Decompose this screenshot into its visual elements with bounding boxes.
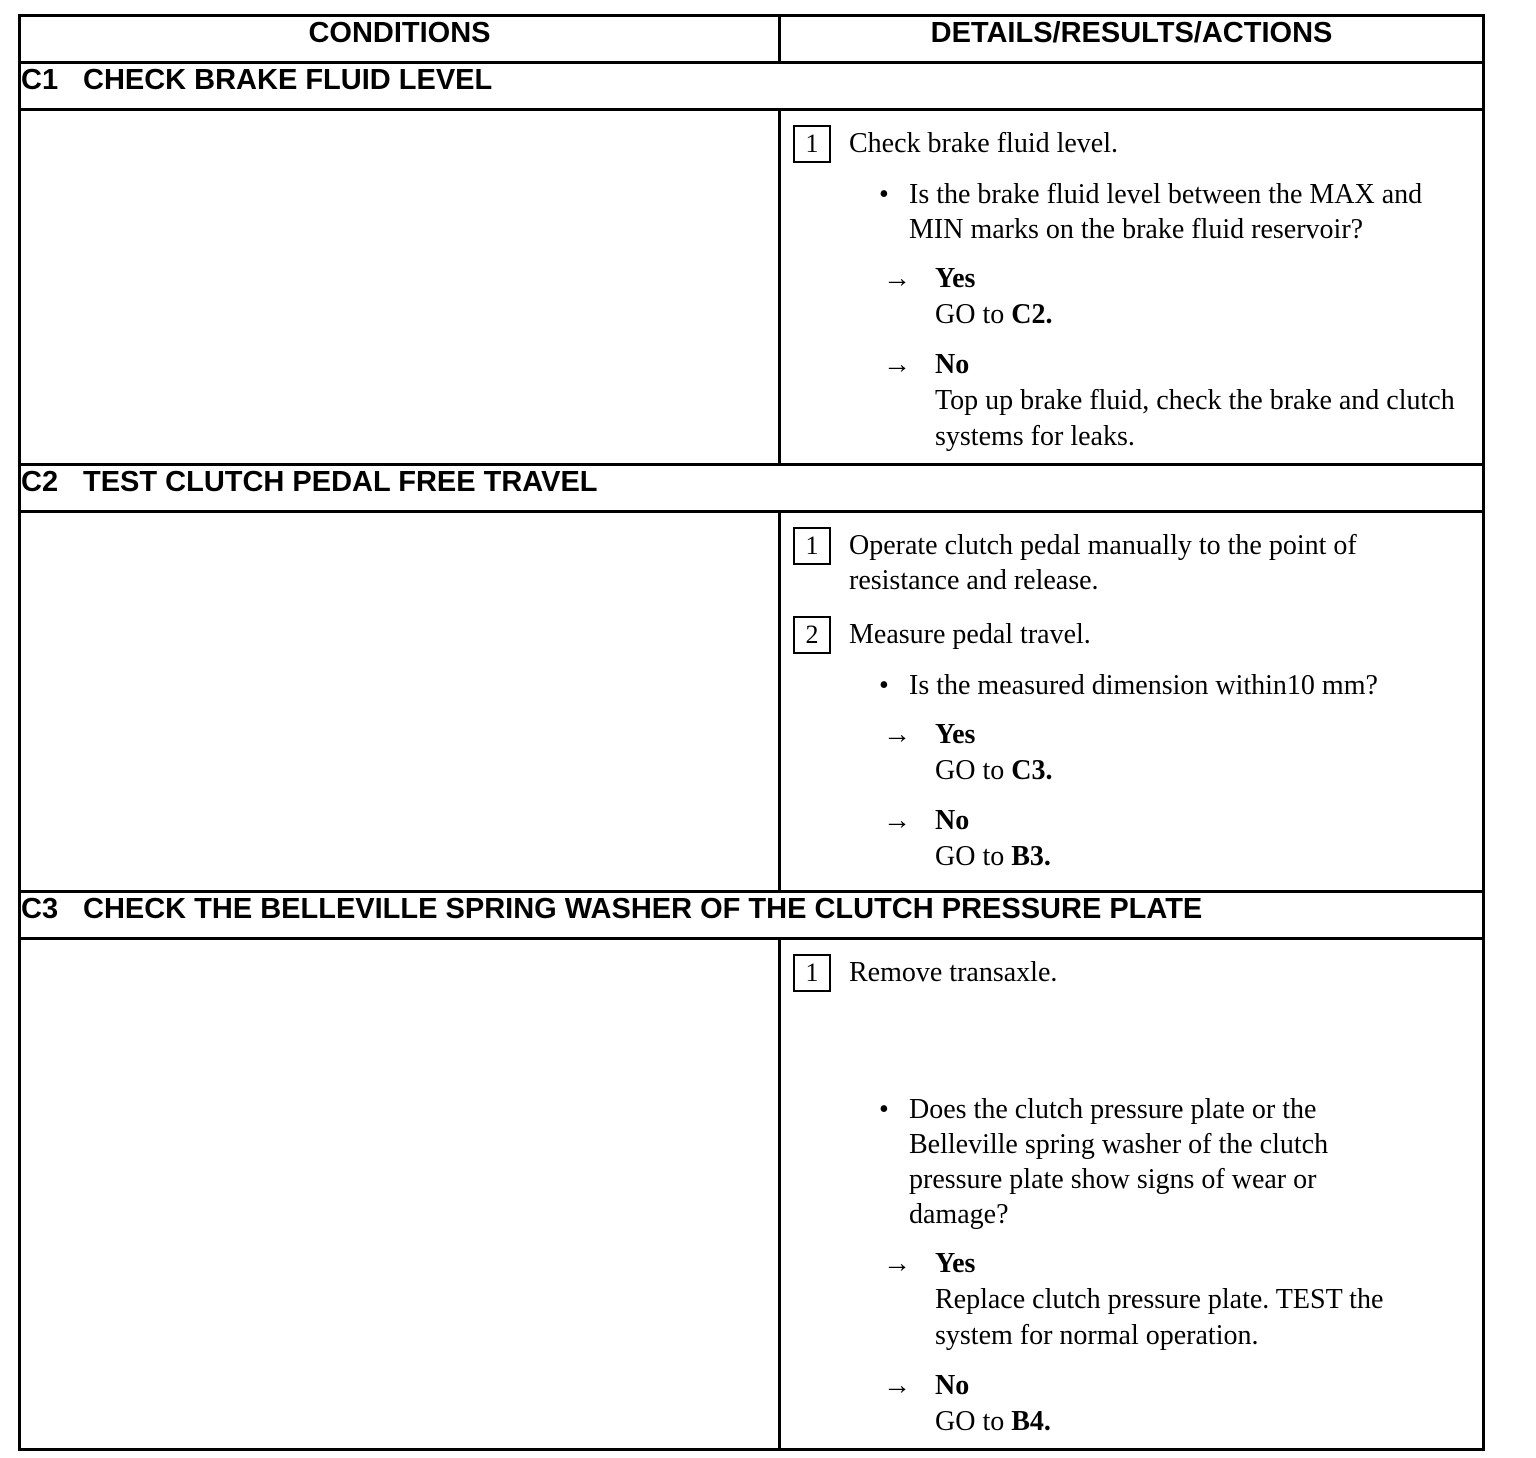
- yes-result: [935, 297, 1052, 333]
- conditions-cell: [20, 512, 780, 892]
- no-label: No: [935, 1370, 970, 1401]
- yes-text: GO to: [935, 299, 1012, 330]
- details-cell: [780, 110, 1484, 465]
- action-item: [793, 527, 1468, 598]
- step-title-text: CHECK THE BELLEVILLE SPRING WASHER OF THE CLUTCH PRESSURE PLATE: [83, 893, 1203, 925]
- step-title-text: TEST CLUTCH PEDAL FREE TRAVEL: [83, 466, 598, 498]
- arrow-right-icon: →: [883, 1370, 911, 1401]
- yes-result: Replace clutch pressure plate. TEST the system for normal operation.: [935, 1284, 1384, 1351]
- step-body-row: [20, 512, 1484, 892]
- answer-yes: [883, 717, 1468, 789]
- action-text: Operate clutch pedal manually to the point of resistance and release.: [849, 530, 1357, 596]
- question: [879, 668, 1468, 703]
- question-text: Does the clutch pressure plate or the Belleville spring washer of the clutch pressure plate show signs of wear or damage?: [909, 1094, 1329, 1230]
- step-body-row: [20, 110, 1484, 465]
- step-code: C3: [21, 893, 59, 925]
- step-title-row: [20, 63, 1484, 110]
- arrow-right-icon: →: [883, 805, 911, 836]
- action-item: [793, 616, 1468, 654]
- step-body-row: [20, 939, 1484, 1450]
- answer-no: [883, 803, 1468, 875]
- step-number-box: 1: [793, 125, 831, 163]
- question-text: Is the brake fluid level between the MAX and MIN marks on the brake fluid reservoir?: [909, 179, 1423, 245]
- blank-space: [793, 992, 1468, 1078]
- step-title-text: CHECK BRAKE FLUID LEVEL: [83, 64, 493, 96]
- action-text: Remove transaxle.: [849, 957, 1058, 988]
- question: [879, 177, 1468, 247]
- goto-target: C2.: [1011, 299, 1053, 330]
- yes-result: [935, 753, 1052, 789]
- details-header: DETAILS/RESULTS/ACTIONS: [780, 16, 1484, 63]
- question-text: Is the measured dimension within10 mm?: [909, 670, 1378, 701]
- arrow-right-icon: →: [883, 719, 911, 750]
- step-title: [20, 892, 1484, 939]
- action-item: [793, 954, 1468, 992]
- no-label: No: [935, 805, 970, 836]
- no-text: GO to: [935, 841, 1012, 872]
- action-text: Check brake fluid level.: [849, 128, 1119, 159]
- details-cell: [780, 512, 1484, 892]
- answer-no: [883, 347, 1468, 455]
- yes-label: Yes: [935, 263, 976, 294]
- step-code: C1: [21, 64, 59, 96]
- no-text: GO to: [935, 1406, 1012, 1437]
- step-number-box: 1: [793, 527, 831, 565]
- action-text: Measure pedal travel.: [849, 619, 1091, 650]
- arrow-right-icon: →: [883, 263, 911, 294]
- answer-yes: [883, 1246, 1468, 1354]
- details-cell: [780, 939, 1484, 1450]
- answer-yes: [883, 261, 1468, 333]
- yes-label: Yes: [935, 1248, 976, 1279]
- question: [879, 1092, 1468, 1232]
- step-title: [20, 465, 1484, 512]
- goto-target: C3.: [1011, 755, 1053, 786]
- action-item: [793, 125, 1468, 163]
- bullet-icon: •: [879, 670, 889, 701]
- bullet-icon: •: [879, 179, 889, 210]
- no-result: [935, 1404, 1051, 1440]
- conditions-cell: [20, 939, 780, 1450]
- procedure-table: [18, 14, 1485, 1451]
- yes-text: GO to: [935, 755, 1012, 786]
- yes-label: Yes: [935, 719, 976, 750]
- arrow-right-icon: →: [883, 349, 911, 380]
- no-label: No: [935, 349, 970, 380]
- step-number-box: 1: [793, 954, 831, 992]
- arrow-right-icon: →: [883, 1248, 911, 1279]
- step-title-row: [20, 892, 1484, 939]
- answer-no: [883, 1368, 1468, 1440]
- header-row: [20, 16, 1484, 63]
- bullet-icon: •: [879, 1094, 889, 1125]
- goto-target: B3.: [1011, 841, 1051, 872]
- step-code: C2: [21, 466, 59, 498]
- step-title: [20, 63, 1484, 110]
- conditions-header: CONDITIONS: [20, 16, 780, 63]
- no-result: Top up brake fluid, check the brake and clutch systems for leaks.: [935, 385, 1455, 452]
- no-result: [935, 839, 1051, 875]
- step-title-row: [20, 465, 1484, 512]
- procedure-document: [18, 14, 1482, 1451]
- conditions-cell: [20, 110, 780, 465]
- goto-target: B4.: [1011, 1406, 1051, 1437]
- step-number-box: 2: [793, 616, 831, 654]
